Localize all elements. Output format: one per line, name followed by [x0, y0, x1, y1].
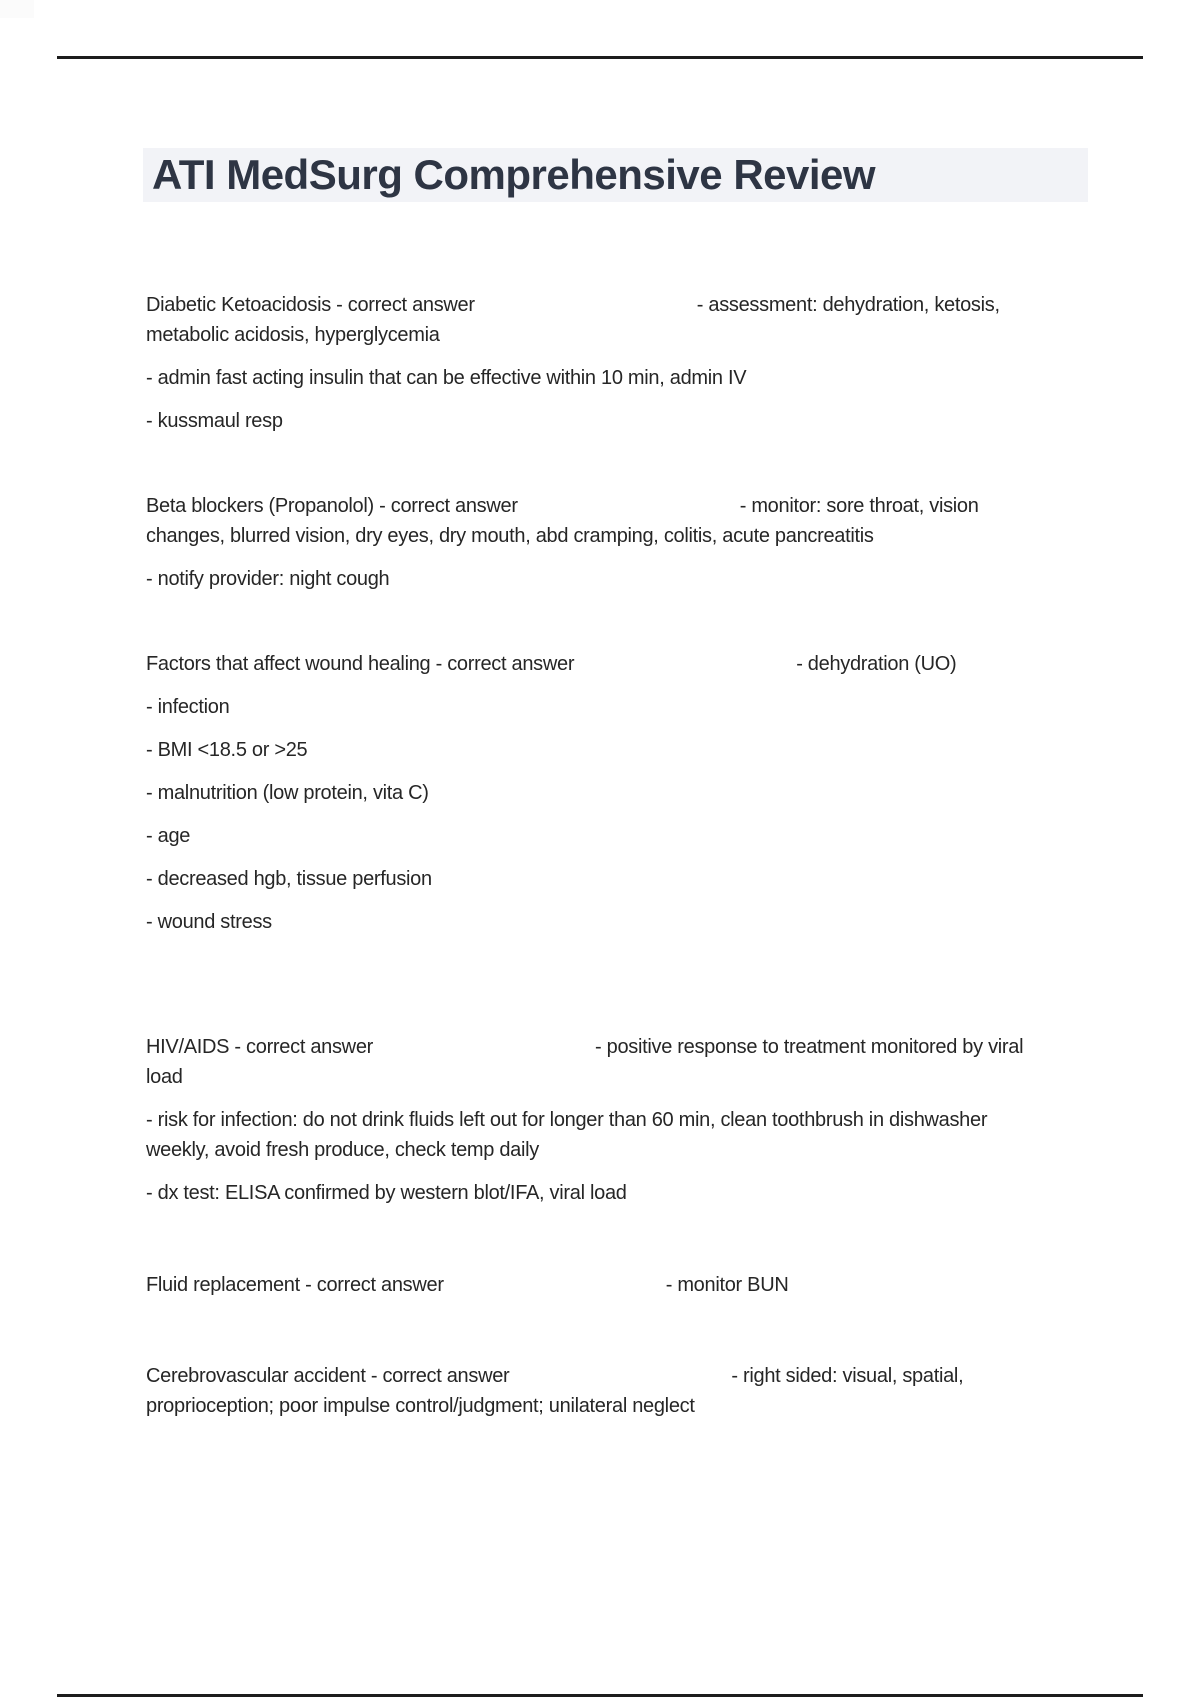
answer-continuation: proprioception; poor impulse control/judgment; unilateral neglect	[146, 1395, 695, 1417]
bullet-line: - risk for infection: do not drink fluids left out for longer than 60 min, clean toothbrush in dishwasher	[146, 1109, 988, 1131]
redacted-answer-gap	[518, 511, 740, 512]
term-answer-line	[146, 1361, 1156, 1391]
document-content	[146, 290, 1156, 1421]
bullet-line: - wound stress	[146, 911, 272, 933]
redacted-answer-gap	[509, 1381, 731, 1382]
bullet-line: - admin fast acting insulin that can be effective within 10 min, admin IV	[146, 367, 747, 389]
flashcard-diabetic-ketoacidosis	[146, 290, 1156, 436]
term-answer-line	[146, 290, 1156, 320]
top-rule	[57, 56, 1143, 59]
bullet-line: - BMI <18.5 or >25	[146, 739, 308, 761]
bullet-line: - malnutrition (low protein, vita C)	[146, 782, 429, 804]
term-answer-line	[146, 1032, 1156, 1062]
scroll-corner-artifact	[0, 0, 34, 18]
term-answer-line	[146, 1270, 1156, 1300]
page-title: ATI MedSurg Comprehensive Review	[143, 148, 1088, 202]
term-answer-line	[146, 649, 1156, 679]
bottom-rule	[57, 1694, 1143, 1697]
answer-text: - monitor: sore throat, vision	[739, 495, 979, 517]
redacted-answer-gap	[373, 1052, 595, 1053]
flashcard-hiv-aids	[146, 1032, 1156, 1208]
flashcard-cerebrovascular-accident	[146, 1361, 1156, 1421]
answer-continuation: metabolic acidosis, hyperglycemia	[146, 324, 440, 346]
answer-text: - assessment: dehydration, ketosis,	[696, 294, 1000, 316]
answer-text: - right sided: visual, spatial,	[731, 1365, 964, 1387]
bullet-line: - notify provider: night cough	[146, 568, 390, 590]
answer-text: - monitor BUN	[665, 1274, 789, 1296]
answer-text: - dehydration (UO)	[796, 653, 957, 675]
term-text: HIV/AIDS - correct answer	[146, 1036, 374, 1058]
redacted-answer-gap	[574, 669, 796, 670]
term-text: Factors that affect wound healing - correct answer	[146, 653, 575, 675]
redacted-answer-gap	[444, 1290, 666, 1291]
bullet-line: - infection	[146, 696, 230, 718]
term-text: Diabetic Ketoacidosis - correct answer	[146, 294, 475, 316]
answer-continuation: load	[146, 1066, 183, 1088]
term-answer-line	[146, 491, 1156, 521]
redacted-answer-gap	[475, 310, 697, 311]
flashcard-beta-blockers	[146, 491, 1156, 594]
flashcard-fluid-replacement	[146, 1270, 1156, 1300]
flashcard-wound-healing-factors	[146, 649, 1156, 937]
term-text: Cerebrovascular accident - correct answer	[146, 1365, 510, 1387]
bullet-line-continuation: weekly, avoid fresh produce, check temp daily	[146, 1139, 539, 1161]
answer-continuation: changes, blurred vision, dry eyes, dry mouth, abd cramping, colitis, acute pancreatitis	[146, 525, 874, 547]
bullet-line: - decreased hgb, tissue perfusion	[146, 868, 432, 890]
bullet-line: - kussmaul resp	[146, 410, 283, 432]
answer-text: - positive response to treatment monitored by viral	[595, 1036, 1024, 1058]
bullet-line: - age	[146, 825, 191, 847]
term-text: Fluid replacement - correct answer	[146, 1274, 444, 1296]
term-text: Beta blockers (Propanolol) - correct answer	[146, 495, 518, 517]
bullet-line: - dx test: ELISA confirmed by western blot/IFA, viral load	[146, 1182, 627, 1204]
